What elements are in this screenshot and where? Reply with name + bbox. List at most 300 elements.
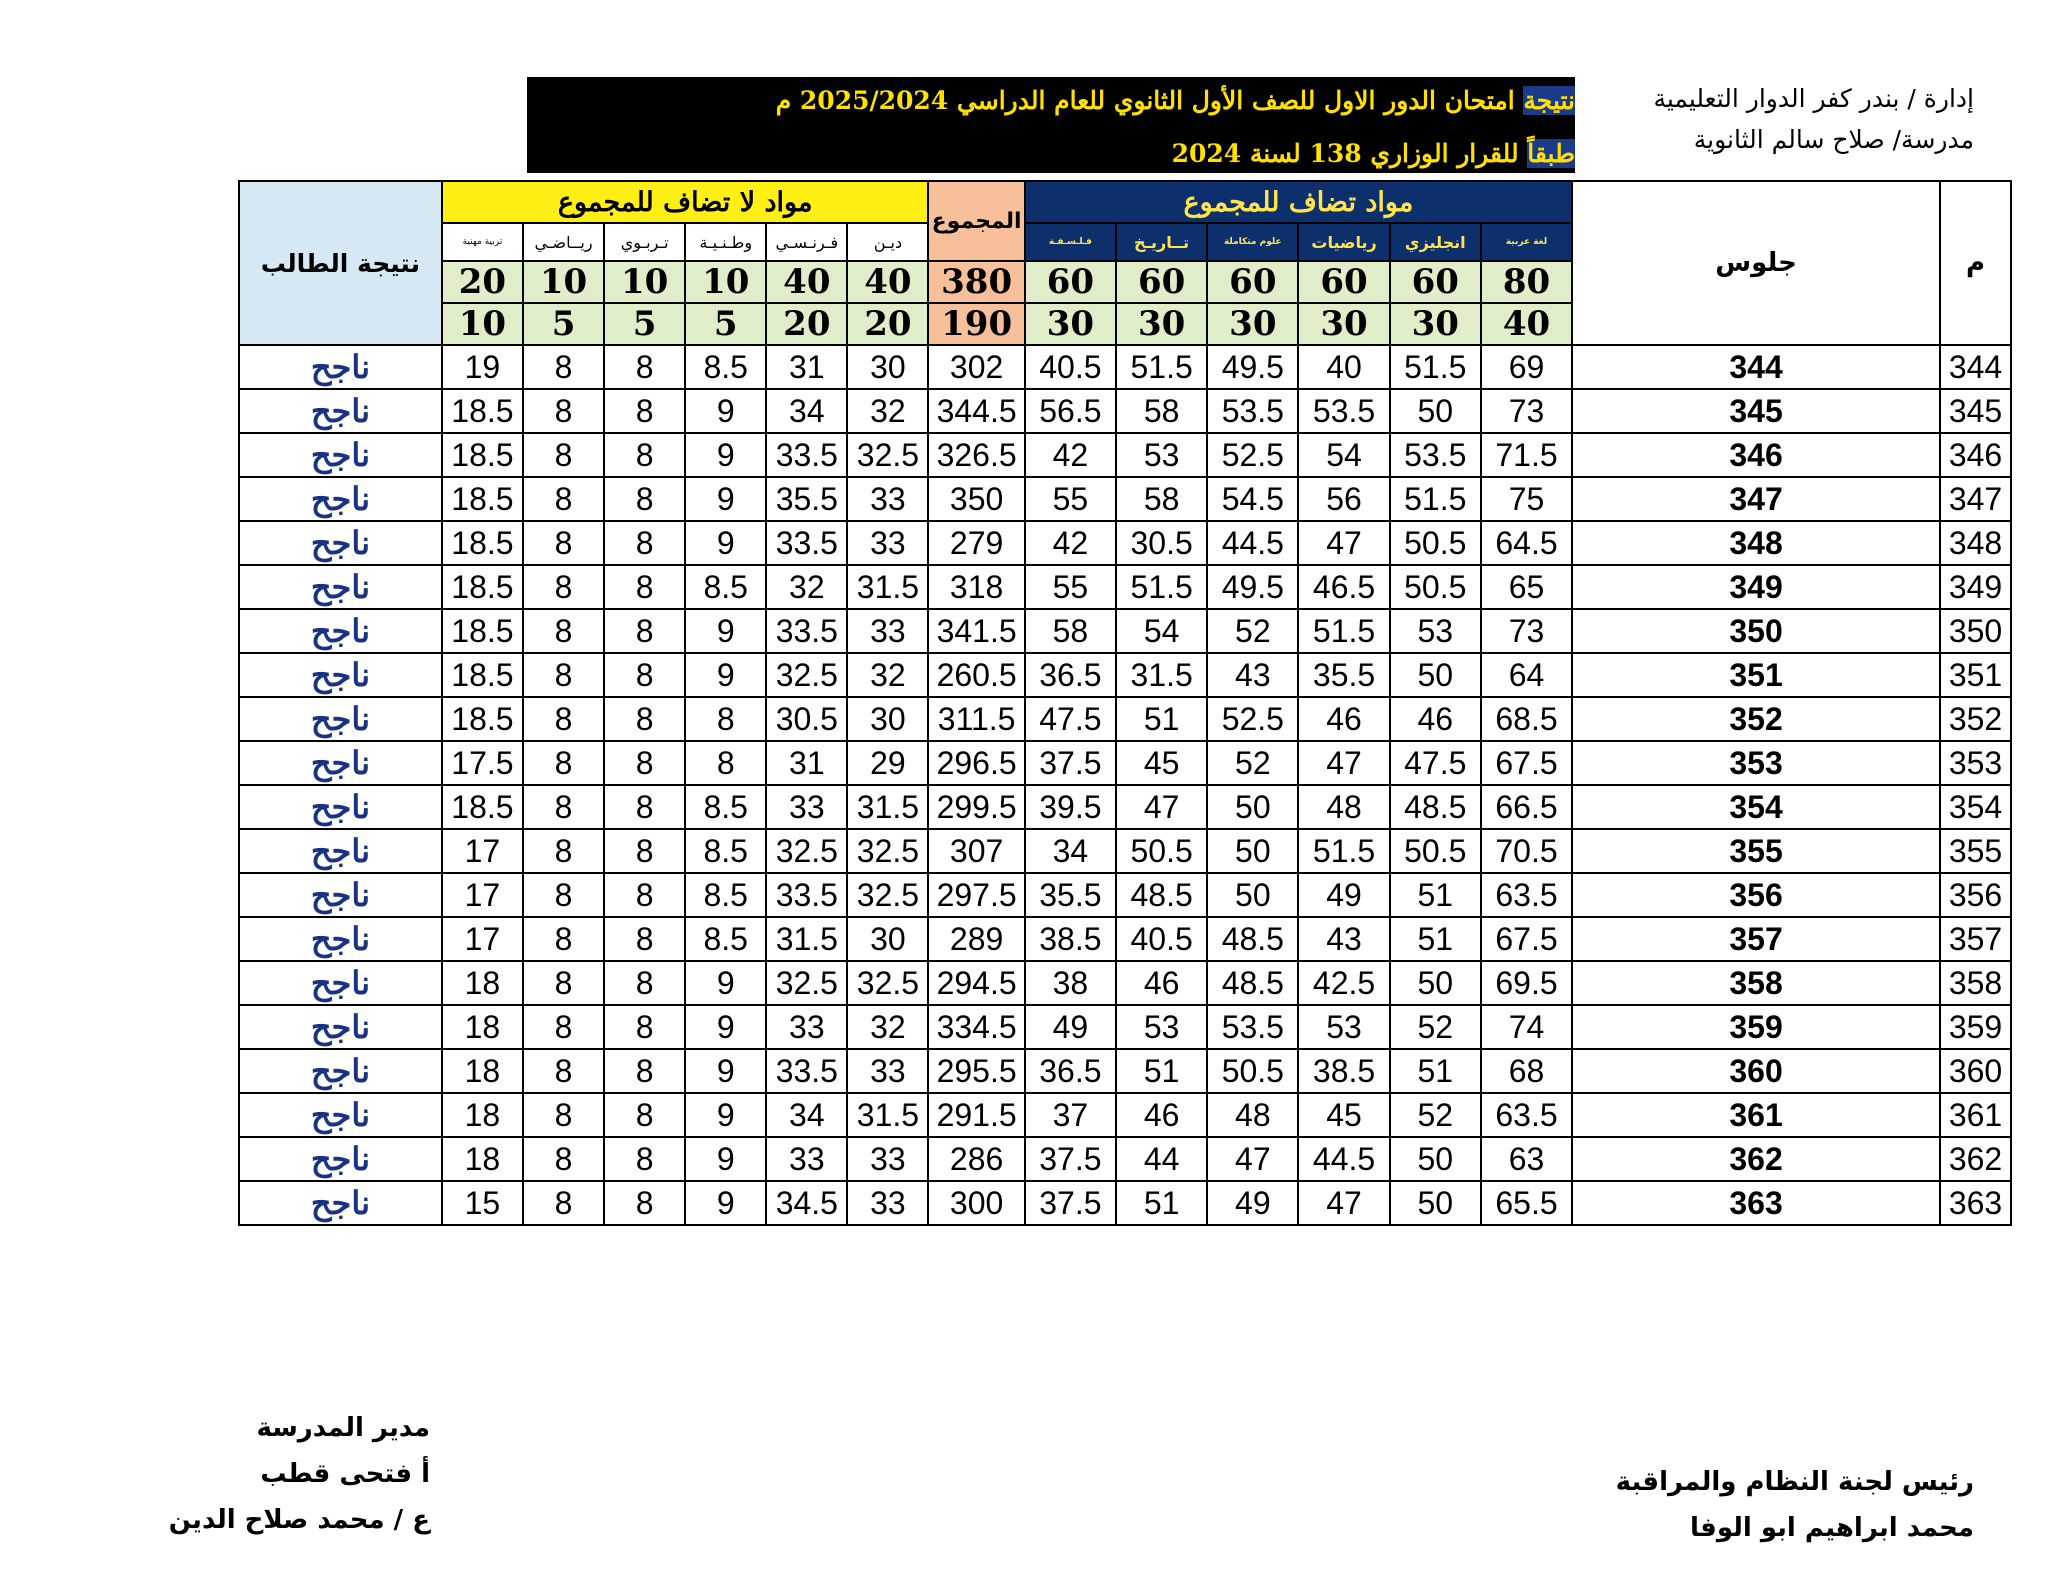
- cell-hist: 45: [1116, 741, 1207, 785]
- col-index-header: م: [1940, 181, 2011, 345]
- cell-total: 299.5: [928, 785, 1024, 829]
- table-body: [239, 345, 2011, 1225]
- table-row: [239, 389, 2011, 433]
- cell-edu: 8: [604, 609, 685, 653]
- cell-total: 291.5: [928, 1093, 1024, 1137]
- cell-math: 35.5: [1298, 653, 1389, 697]
- cell-math: 53: [1298, 1005, 1389, 1049]
- cell-sport: 8: [523, 609, 604, 653]
- directorate-label: إدارة / بندر كفر الدوار التعليمية: [1653, 84, 1974, 113]
- cell-phil: 37: [1025, 1093, 1116, 1137]
- cell-sci: 50: [1207, 873, 1298, 917]
- cell-edu: 8: [604, 917, 685, 961]
- cell-rel: 32.5: [847, 829, 928, 873]
- table-row: [239, 1049, 2011, 1093]
- cell-fr: 31: [766, 345, 847, 389]
- table-row: [239, 917, 2011, 961]
- cell-sci: 54.5: [1207, 477, 1298, 521]
- cell-en: 51: [1390, 1049, 1481, 1093]
- table-row: [239, 697, 2011, 741]
- cell-en: 50: [1390, 961, 1481, 1005]
- cell-result: ناجح: [239, 917, 442, 961]
- cell-result: ناجح: [239, 829, 442, 873]
- table-row: [239, 873, 2011, 917]
- cell-sci: 48: [1207, 1093, 1298, 1137]
- cell-edu: 8: [604, 521, 685, 565]
- max-mark: 20: [442, 261, 523, 303]
- cell-voc: 18.5: [442, 433, 523, 477]
- subject-header: ديـن: [847, 223, 928, 261]
- cell-seat: 345: [1572, 389, 1940, 433]
- max-mark: 40: [766, 261, 847, 303]
- cell-ar: 74: [1481, 1005, 1572, 1049]
- cell-voc: 18.5: [442, 477, 523, 521]
- decree-lead: طبقاً: [1527, 139, 1575, 168]
- cell-m: 361: [1940, 1093, 2011, 1137]
- cell-sci: 48.5: [1207, 917, 1298, 961]
- cell-ar: 75: [1481, 477, 1572, 521]
- cell-voc: 18: [442, 1137, 523, 1181]
- cell-total: 307: [928, 829, 1024, 873]
- cell-voc: 18.5: [442, 521, 523, 565]
- subject-header: تـربـوي: [604, 223, 685, 261]
- cell-rel: 30: [847, 917, 928, 961]
- cell-seat: 347: [1572, 477, 1940, 521]
- cell-fr: 33: [766, 785, 847, 829]
- cell-hist: 53: [1116, 433, 1207, 477]
- cell-math: 51.5: [1298, 829, 1389, 873]
- cell-nat: 8: [685, 697, 766, 741]
- cell-total: 295.5: [928, 1049, 1024, 1093]
- cell-fr: 33.5: [766, 521, 847, 565]
- cell-voc: 18: [442, 1093, 523, 1137]
- cell-phil: 34: [1025, 829, 1116, 873]
- header-admin-block: [1644, 78, 1974, 160]
- cell-m: 353: [1940, 741, 2011, 785]
- cell-seat: 363: [1572, 1181, 1940, 1225]
- cell-hist: 50.5: [1116, 829, 1207, 873]
- cell-nat: 9: [685, 389, 766, 433]
- cell-math: 53.5: [1298, 389, 1389, 433]
- cell-total: 279: [928, 521, 1024, 565]
- cell-math: 48: [1298, 785, 1389, 829]
- cell-phil: 42: [1025, 433, 1116, 477]
- cell-hist: 46: [1116, 961, 1207, 1005]
- cell-total: 260.5: [928, 653, 1024, 697]
- cell-result: ناجح: [239, 741, 442, 785]
- cell-nat: 9: [685, 1049, 766, 1093]
- decree-rest: للقرار الوزاري 138 لسنة 2024: [1171, 139, 1528, 168]
- cell-seat: 349: [1572, 565, 1940, 609]
- cell-ar: 64.5: [1481, 521, 1572, 565]
- cell-total: 294.5: [928, 961, 1024, 1005]
- cell-hist: 58: [1116, 389, 1207, 433]
- cell-seat: 351: [1572, 653, 1940, 697]
- cell-ar: 65: [1481, 565, 1572, 609]
- cell-sci: 44.5: [1207, 521, 1298, 565]
- cell-total: 341.5: [928, 609, 1024, 653]
- cell-ar: 71.5: [1481, 433, 1572, 477]
- cell-fr: 33.5: [766, 609, 847, 653]
- cell-phil: 47.5: [1025, 697, 1116, 741]
- cell-hist: 51: [1116, 1181, 1207, 1225]
- cell-nat: 9: [685, 609, 766, 653]
- cell-fr: 33: [766, 1005, 847, 1049]
- cell-math: 38.5: [1298, 1049, 1389, 1093]
- cell-seat: 361: [1572, 1093, 1940, 1137]
- cell-en: 51.5: [1390, 477, 1481, 521]
- cell-ar: 65.5: [1481, 1181, 1572, 1225]
- cell-en: 50.5: [1390, 829, 1481, 873]
- cell-hist: 53: [1116, 1005, 1207, 1049]
- cell-en: 52: [1390, 1005, 1481, 1049]
- min-mark: 30: [1116, 303, 1207, 345]
- cell-sci: 50.5: [1207, 1049, 1298, 1093]
- cell-hist: 51.5: [1116, 565, 1207, 609]
- cell-sport: 8: [523, 873, 604, 917]
- cell-ar: 69: [1481, 345, 1572, 389]
- cell-total: 326.5: [928, 433, 1024, 477]
- principal-name: أ فتحى قطب: [260, 1459, 430, 1489]
- cell-seat: 348: [1572, 521, 1940, 565]
- cell-nat: 9: [685, 1137, 766, 1181]
- cell-edu: 8: [604, 433, 685, 477]
- cell-sport: 8: [523, 741, 604, 785]
- cell-result: ناجح: [239, 477, 442, 521]
- cell-phil: 36.5: [1025, 1049, 1116, 1093]
- cell-seat: 355: [1572, 829, 1940, 873]
- cell-edu: 8: [604, 697, 685, 741]
- table-row: [239, 609, 2011, 653]
- results-table: [238, 180, 2012, 1226]
- cell-result: ناجح: [239, 521, 442, 565]
- cell-sport: 8: [523, 917, 604, 961]
- cell-math: 47: [1298, 1181, 1389, 1225]
- cell-sci: 49.5: [1207, 345, 1298, 389]
- cell-phil: 40.5: [1025, 345, 1116, 389]
- cell-m: 354: [1940, 785, 2011, 829]
- col-total-header: المجموع: [928, 181, 1024, 261]
- cell-total: 297.5: [928, 873, 1024, 917]
- cell-seat: 360: [1572, 1049, 1940, 1093]
- committee-name: محمد ابراهيم ابو الوفا: [1690, 1513, 1974, 1543]
- cell-en: 50.5: [1390, 521, 1481, 565]
- cell-sport: 8: [523, 1049, 604, 1093]
- cell-sci: 52: [1207, 741, 1298, 785]
- cell-m: 351: [1940, 653, 2011, 697]
- cell-total: 311.5: [928, 697, 1024, 741]
- cell-rel: 33: [847, 1049, 928, 1093]
- cell-sci: 48.5: [1207, 961, 1298, 1005]
- cell-voc: 18.5: [442, 653, 523, 697]
- subject-header: رياضيات: [1298, 223, 1389, 261]
- cell-sci: 43: [1207, 653, 1298, 697]
- max-mark: 60: [1298, 261, 1389, 303]
- cell-result: ناجح: [239, 785, 442, 829]
- cell-fr: 33.5: [766, 1049, 847, 1093]
- cell-sci: 53.5: [1207, 389, 1298, 433]
- cell-sport: 8: [523, 1137, 604, 1181]
- cell-edu: 8: [604, 389, 685, 433]
- school-label: مدرسة/ صلاح سالم الثانوية: [1693, 125, 1974, 154]
- group-not-added-header: مواد لا تضاف للمجموع: [442, 181, 929, 223]
- cell-fr: 33: [766, 1137, 847, 1181]
- cell-sci: 47: [1207, 1137, 1298, 1181]
- cell-phil: 38: [1025, 961, 1116, 1005]
- col-result-header: نتيجة الطالب: [239, 181, 442, 345]
- group-added-header: مواد تضاف للمجموع: [1025, 181, 1572, 223]
- table-row: [239, 477, 2011, 521]
- cell-seat: 356: [1572, 873, 1940, 917]
- cell-total: 344.5: [928, 389, 1024, 433]
- cell-hist: 47: [1116, 785, 1207, 829]
- cell-m: 346: [1940, 433, 2011, 477]
- cell-fr: 33.5: [766, 433, 847, 477]
- min-mark: 40: [1481, 303, 1572, 345]
- cell-nat: 8.5: [685, 917, 766, 961]
- cell-seat: 350: [1572, 609, 1940, 653]
- max-mark: 80: [1481, 261, 1572, 303]
- cell-rel: 31.5: [847, 565, 928, 609]
- table-row: [239, 521, 2011, 565]
- cell-sci: 49.5: [1207, 565, 1298, 609]
- cell-phil: 55: [1025, 565, 1116, 609]
- table-row: [239, 961, 2011, 1005]
- cell-m: 363: [1940, 1181, 2011, 1225]
- cell-nat: 8.5: [685, 829, 766, 873]
- cell-m: 347: [1940, 477, 2011, 521]
- cell-rel: 33: [847, 1181, 928, 1225]
- cell-voc: 18: [442, 1005, 523, 1049]
- cell-m: 360: [1940, 1049, 2011, 1093]
- cell-nat: 9: [685, 961, 766, 1005]
- cell-result: ناجح: [239, 873, 442, 917]
- cell-sport: 8: [523, 829, 604, 873]
- cell-m: 355: [1940, 829, 2011, 873]
- cell-rel: 33: [847, 1137, 928, 1181]
- min-mark: 30: [1025, 303, 1116, 345]
- cell-edu: 8: [604, 785, 685, 829]
- cell-ar: 73: [1481, 609, 1572, 653]
- cell-edu: 8: [604, 829, 685, 873]
- committee-signature: [1474, 1459, 1974, 1551]
- cell-ar: 66.5: [1481, 785, 1572, 829]
- cell-edu: 8: [604, 477, 685, 521]
- cell-fr: 34: [766, 389, 847, 433]
- cell-sport: 8: [523, 1093, 604, 1137]
- table-row: [239, 829, 2011, 873]
- decree-line: [1172, 134, 1575, 174]
- cell-math: 44.5: [1298, 1137, 1389, 1181]
- cell-en: 53.5: [1390, 433, 1481, 477]
- cell-edu: 8: [604, 873, 685, 917]
- cell-nat: 9: [685, 1005, 766, 1049]
- cell-result: ناجح: [239, 1005, 442, 1049]
- cell-sci: 53.5: [1207, 1005, 1298, 1049]
- cell-result: ناجح: [239, 389, 442, 433]
- cell-voc: 19: [442, 345, 523, 389]
- cell-en: 50: [1390, 389, 1481, 433]
- cell-total: 318: [928, 565, 1024, 609]
- cell-phil: 36.5: [1025, 653, 1116, 697]
- cell-total: 296.5: [928, 741, 1024, 785]
- cell-m: 345: [1940, 389, 2011, 433]
- cell-total: 350: [928, 477, 1024, 521]
- cell-phil: 56.5: [1025, 389, 1116, 433]
- min-mark: 5: [685, 303, 766, 345]
- cell-fr: 34.5: [766, 1181, 847, 1225]
- cell-m: 357: [1940, 917, 2011, 961]
- cell-rel: 32.5: [847, 961, 928, 1005]
- cell-fr: 32.5: [766, 653, 847, 697]
- cell-voc: 17.5: [442, 741, 523, 785]
- cell-total: 334.5: [928, 1005, 1024, 1049]
- subject-header: انجليزي: [1390, 223, 1481, 261]
- cell-rel: 29: [847, 741, 928, 785]
- cell-hist: 51: [1116, 1049, 1207, 1093]
- cell-seat: 353: [1572, 741, 1940, 785]
- cell-edu: 8: [604, 961, 685, 1005]
- cell-rel: 33: [847, 521, 928, 565]
- cell-hist: 51.5: [1116, 345, 1207, 389]
- cell-ar: 67.5: [1481, 917, 1572, 961]
- cell-result: ناجح: [239, 1049, 442, 1093]
- cell-ar: 73: [1481, 389, 1572, 433]
- cell-en: 51.5: [1390, 345, 1481, 389]
- cell-phil: 39.5: [1025, 785, 1116, 829]
- cell-sci: 52: [1207, 609, 1298, 653]
- table-row: [239, 345, 2011, 389]
- cell-ar: 63: [1481, 1137, 1572, 1181]
- total-max-mark: 380: [928, 261, 1024, 303]
- cell-en: 46: [1390, 697, 1481, 741]
- cell-edu: 8: [604, 565, 685, 609]
- subject-header: فـرنـسـي: [766, 223, 847, 261]
- cell-voc: 18: [442, 1049, 523, 1093]
- cell-seat: 359: [1572, 1005, 1940, 1049]
- cell-seat: 357: [1572, 917, 1940, 961]
- max-mark: 10: [604, 261, 685, 303]
- cell-rel: 32: [847, 653, 928, 697]
- exam-title-rest: امتحان الدور الاول للصف الأول الثانوي للعام الدراسي 2025/2024 م: [775, 86, 1524, 115]
- cell-en: 51: [1390, 873, 1481, 917]
- cell-ar: 63.5: [1481, 1093, 1572, 1137]
- cell-sport: 8: [523, 433, 604, 477]
- cell-voc: 18.5: [442, 389, 523, 433]
- cell-math: 42.5: [1298, 961, 1389, 1005]
- cell-nat: 9: [685, 1093, 766, 1137]
- cell-sci: 52.5: [1207, 697, 1298, 741]
- table-row: [239, 565, 2011, 609]
- cell-rel: 30: [847, 345, 928, 389]
- cell-math: 46.5: [1298, 565, 1389, 609]
- total-min-mark: 190: [928, 303, 1024, 345]
- cell-nat: 9: [685, 521, 766, 565]
- cell-phil: 38.5: [1025, 917, 1116, 961]
- cell-total: 289: [928, 917, 1024, 961]
- cell-ar: 64: [1481, 653, 1572, 697]
- exam-title: [776, 81, 1575, 121]
- cell-sport: 8: [523, 1181, 604, 1225]
- cell-rel: 32: [847, 389, 928, 433]
- cell-total: 286: [928, 1137, 1024, 1181]
- cell-rel: 33: [847, 477, 928, 521]
- cell-sci: 50: [1207, 829, 1298, 873]
- cell-hist: 51: [1116, 697, 1207, 741]
- cell-result: ناجح: [239, 433, 442, 477]
- table-row: [239, 1137, 2011, 1181]
- cell-hist: 31.5: [1116, 653, 1207, 697]
- cell-hist: 48.5: [1116, 873, 1207, 917]
- subject-header: تــاريـخ: [1116, 223, 1207, 261]
- cell-phil: 35.5: [1025, 873, 1116, 917]
- cell-seat: 362: [1572, 1137, 1940, 1181]
- cell-voc: 18.5: [442, 785, 523, 829]
- cell-rel: 30: [847, 697, 928, 741]
- col-seat-header: جلوس: [1572, 181, 1940, 345]
- subject-header: فـلـسـفـة: [1025, 223, 1116, 261]
- cell-phil: 42: [1025, 521, 1116, 565]
- cell-voc: 17: [442, 873, 523, 917]
- cell-math: 54: [1298, 433, 1389, 477]
- cell-nat: 9: [685, 1181, 766, 1225]
- cell-fr: 32.5: [766, 961, 847, 1005]
- cell-ar: 63.5: [1481, 873, 1572, 917]
- cell-m: 352: [1940, 697, 2011, 741]
- subject-header: ريــاضـي: [523, 223, 604, 261]
- cell-math: 43: [1298, 917, 1389, 961]
- table-row: [239, 785, 2011, 829]
- cell-result: ناجح: [239, 1093, 442, 1137]
- cell-sport: 8: [523, 1005, 604, 1049]
- cell-en: 50: [1390, 1137, 1481, 1181]
- cell-m: 344: [1940, 345, 2011, 389]
- cell-result: ناجح: [239, 345, 442, 389]
- table-header: [239, 181, 2011, 345]
- cell-math: 56: [1298, 477, 1389, 521]
- cell-sci: 49: [1207, 1181, 1298, 1225]
- cell-result: ناجح: [239, 653, 442, 697]
- cell-sport: 8: [523, 389, 604, 433]
- max-mark: 10: [523, 261, 604, 303]
- cell-voc: 18.5: [442, 565, 523, 609]
- cell-phil: 37.5: [1025, 741, 1116, 785]
- cell-math: 47: [1298, 521, 1389, 565]
- cell-sport: 8: [523, 345, 604, 389]
- cell-sport: 8: [523, 697, 604, 741]
- subject-header: وطـنـيـة: [685, 223, 766, 261]
- cell-seat: 352: [1572, 697, 1940, 741]
- cell-math: 45: [1298, 1093, 1389, 1137]
- cell-fr: 35.5: [766, 477, 847, 521]
- cell-math: 47: [1298, 741, 1389, 785]
- cell-ar: 68.5: [1481, 697, 1572, 741]
- cell-phil: 49: [1025, 1005, 1116, 1049]
- principal-title: مدير المدرسة: [256, 1413, 430, 1443]
- cell-en: 53: [1390, 609, 1481, 653]
- cell-voc: 18: [442, 961, 523, 1005]
- table-row: [239, 433, 2011, 477]
- cell-nat: 8: [685, 741, 766, 785]
- cell-edu: 8: [604, 345, 685, 389]
- cell-phil: 37.5: [1025, 1137, 1116, 1181]
- cell-m: 359: [1940, 1005, 2011, 1049]
- cell-sci: 52.5: [1207, 433, 1298, 477]
- cell-fr: 33.5: [766, 873, 847, 917]
- cell-rel: 32: [847, 1005, 928, 1049]
- cell-m: 356: [1940, 873, 2011, 917]
- cell-en: 52: [1390, 1093, 1481, 1137]
